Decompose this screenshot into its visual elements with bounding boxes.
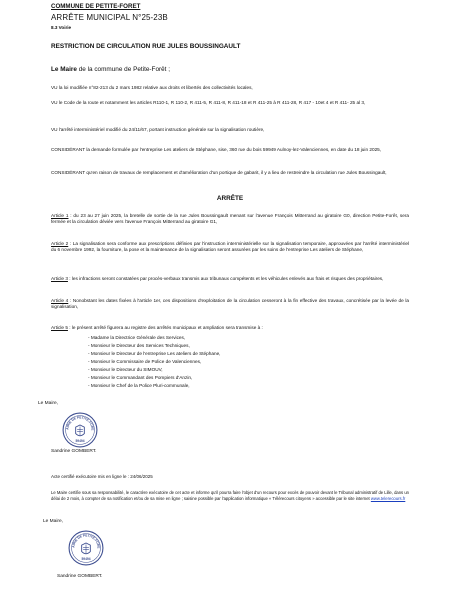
mayor-label: Le Maire — [51, 66, 77, 73]
mayor-rest: de la commune de Petite-Forêt ; — [76, 66, 171, 73]
article-text: : Nonobstant les dates fixées à l'article 1er, ces dispositions d'exploitation de la circulation cesseront à la fin effective des travaux, concrétisée par la levée de la signalisation, — [51, 298, 410, 310]
considerant-paragraph-2: CONSIDÉRANT qu'en raison de travaux de remplacement et d'amélioration d'un portique de gabarit, il y a lieu de restreindre la circulation rue Jules Boussingault, — [51, 170, 387, 175]
list-item: - Monsieur le Directeur de l'entreprise Les ateliers de Stéphane, — [88, 351, 221, 356]
document-title: RESTRICTION DE CIRCULATION RUE JULES BOUSSINGAULT — [51, 43, 241, 50]
signatory-name: Sandrine GOMBERT. — [51, 449, 97, 454]
svg-text:59494: 59494 — [75, 439, 85, 444]
signatory-name: Sandrine GOMBERT. — [57, 574, 103, 579]
recipient-list — [88, 334, 388, 390]
vu-paragraph-1: VU la loi modifiée n°82-213 du 2 mars 1982 relative aux droits et libertés des collectivités locales, — [51, 85, 253, 90]
list-item: - Monsieur le Commandant des Pompiers d'Anzin, — [88, 375, 193, 380]
arrete-number: ARRÊTE MUNICIPAL N°25-23B — [51, 13, 168, 22]
notice-text: Le Maire certifie sous sa responsabilité, le caractère exécutoire de cet acte et informe qu'il pourra faire l'objet d'un recours pour excès de pouvoir devant le Tribunal administratif de Lille, dans un délai de 2 mois, à compter de sa notification et/ou de sa mise en ligne ; saisine possible par l'application informatique « Télérecours citoyens » accessible par le site internet — [51, 490, 409, 501]
article-text: : du 23 au 27 juin 2025, la bretelle de sortie de la rue Jules Boussingault menant sur l'avenue François Mitterrand au giratoire G0, direction Petite-Forêt, sera fermée et la circulation déviée vers l'avenue François Mitterrand au giratoire G1, — [51, 213, 409, 225]
signature-label: Le Maire, — [38, 401, 58, 406]
mairie-seal-stamp — [62, 412, 98, 448]
list-item: - Monsieur le Directeur des Services Techniques, — [88, 343, 190, 348]
signature-label: Le Maire, — [43, 519, 63, 524]
article-text: : le présent arrêté figurera au registre des arrêtés municipaux et ampliation sera transmise à : — [67, 325, 263, 330]
legal-notice — [51, 490, 409, 501]
article-label: Article 3 — [51, 276, 68, 281]
list-item: - Monsieur le Directeur du SIMOUV, — [88, 367, 163, 372]
telerecours-link[interactable]: www.telerecours.fr — [370, 495, 406, 501]
list-item: - Monsieur le Commissaire de Police de Valenciennes, — [88, 359, 202, 364]
article-text: : La signalisation sera conforme aux prescriptions définies par l'instruction interministérielle sur la signalisation temporaire, approuvées par l'arrêté interministériel du 6 novembre 1992, la fourniture, la pose et la maintenance de la signalisation seront assurées par les soins de l'entreprise Les ateliers de Stéphane, — [51, 241, 410, 253]
article-4 — [51, 298, 409, 310]
article-3 — [51, 276, 409, 282]
svg-text:59494: 59494 — [81, 557, 91, 562]
article-2 — [51, 241, 409, 253]
arrete-heading: ARRÊTE — [216, 195, 244, 202]
category-label: 8.3 Voirie — [51, 25, 72, 30]
article-label: Article 4 — [51, 298, 69, 303]
article-label: Article 1 — [51, 213, 69, 218]
svg-text:MAIRIE DE PETITE-FORET: AIRIE DE PETITE-FORE — [71, 533, 101, 549]
list-item: - Madame la Directrice Générale des Services, — [88, 335, 186, 340]
certification-line: Acte certifié exécutoire mis en ligne le : 24/06/2025 — [51, 474, 153, 479]
mayor-line — [51, 66, 409, 74]
commune-name: COMMUNE DE PETITE-FORET — [51, 3, 141, 10]
vu-paragraph-3: VU l'arrêté interministériel modifié du 24/11/67, portant instruction générale sur la signalisation routière, — [51, 127, 265, 132]
list-item: - Monsieur le Chef de la Police Pluri-communale, — [88, 383, 190, 388]
svg-text:MAIRIE DE PETITE-FORET: AIRIE DE PETITE-FORE — [65, 415, 95, 431]
article-label: Article 2 — [51, 241, 69, 246]
mairie-seal-stamp — [68, 530, 104, 566]
article-text: : les infractions seront constatées par procès-verbaux transmis aux tribunaux compétents et les véhicules enlevés aux frais et risques des propriétaires, — [67, 276, 384, 281]
vu-paragraph-2: VU le Code de la route et notamment les articles R110-1, R 110-2, R 411-5, R 411-8, R 411-18 et R 411-25 à R 411-28, R 417 - 10et 4 et R 411- 25 al 3, — [51, 100, 366, 105]
article-1 — [51, 213, 409, 225]
article-5 — [51, 325, 409, 331]
considerant-paragraph-1: CONSIDÉRANT la demande formulée par l'entreprise Les ateliers de Stéphane, sise, 360 rue du bois 59949 Aulnoy-lez-Valenciennes, en date du 18 juin 2025, — [51, 147, 382, 152]
article-label: Article 5 — [51, 325, 68, 330]
